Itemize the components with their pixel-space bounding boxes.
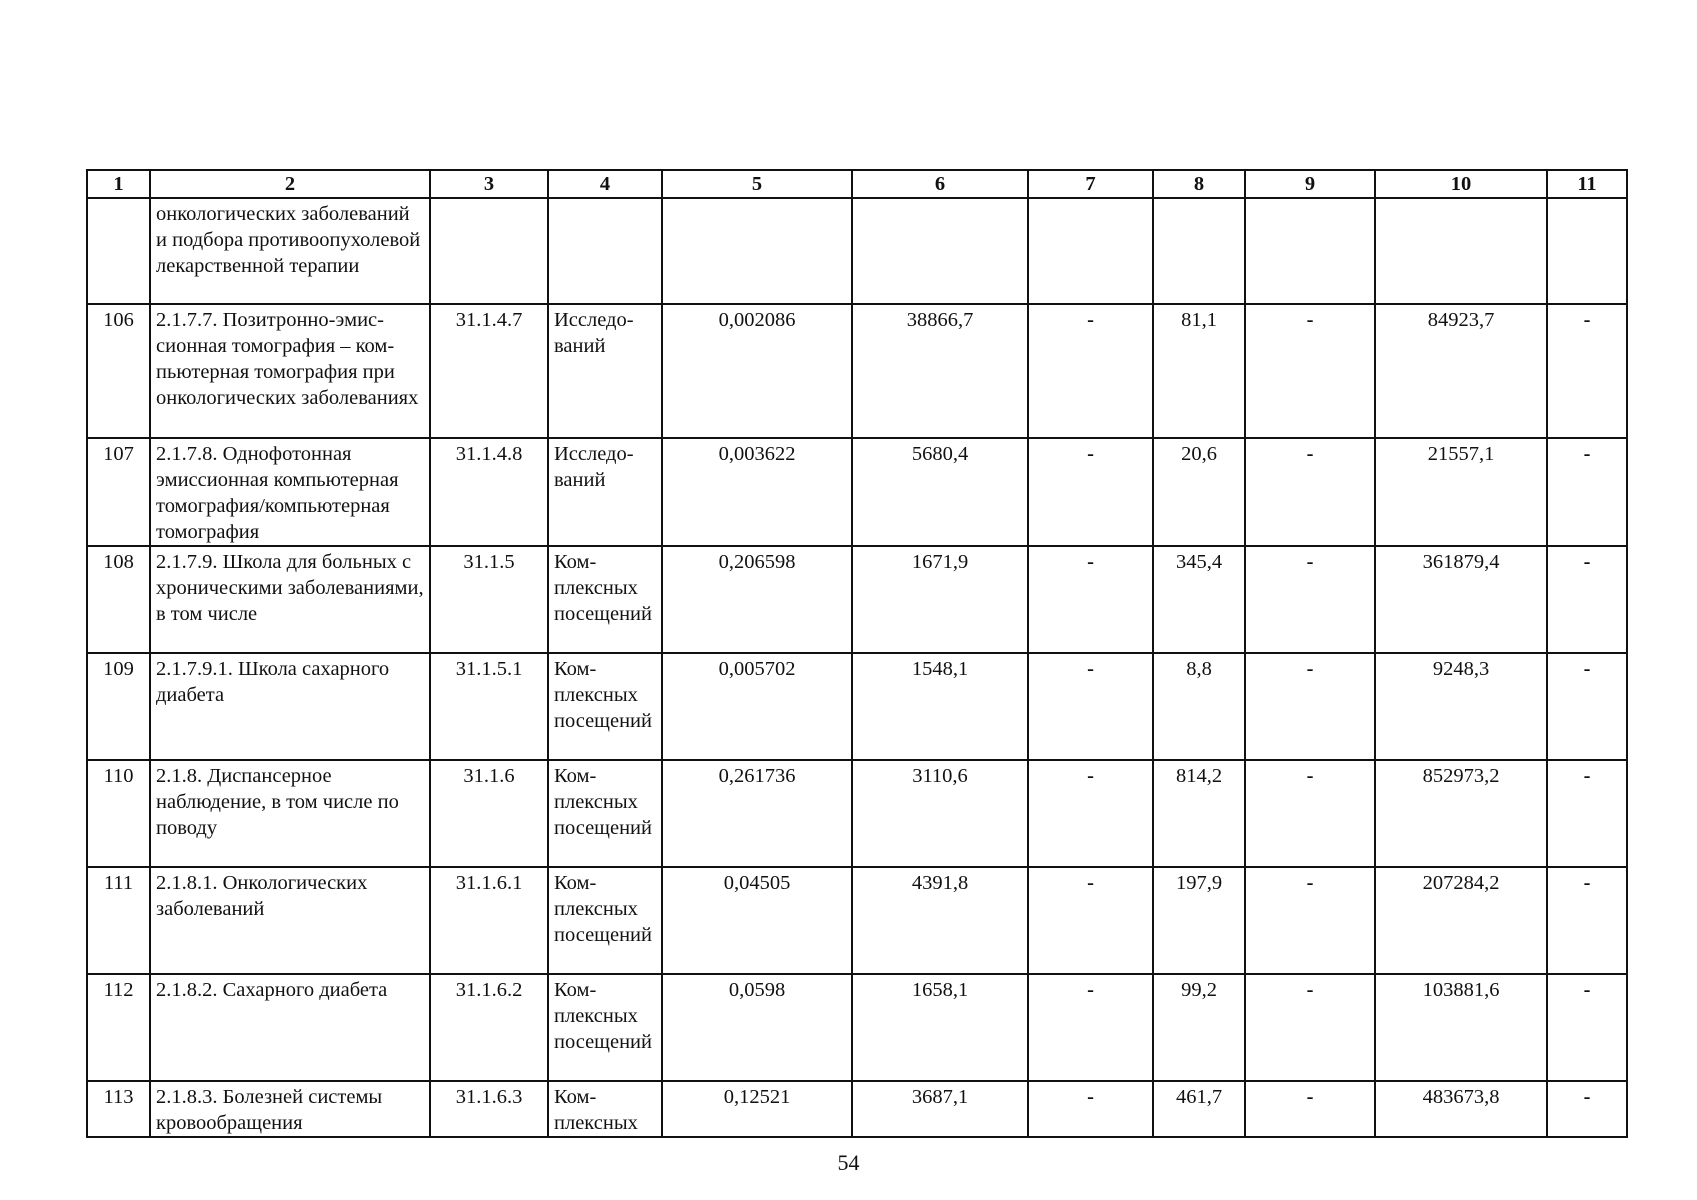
cell-c8: 461,7 — [1153, 1081, 1245, 1137]
cell-c7: - — [1028, 546, 1153, 653]
cell-num: 111 — [87, 867, 150, 974]
cell-c10: 361879,4 — [1375, 546, 1547, 653]
table-row — [87, 438, 1627, 546]
cell-code: 31.1.4.7 — [430, 304, 548, 438]
cell-empty — [852, 198, 1028, 304]
header-row — [87, 170, 1627, 198]
cell-c7: - — [1028, 304, 1153, 438]
cell-c9: - — [1245, 974, 1375, 1081]
cell-c5: 0,005702 — [662, 653, 852, 760]
cell-c6: 3110,6 — [852, 760, 1028, 867]
col-header: 7 — [1028, 170, 1153, 198]
cell-code: 31.1.6.2 — [430, 974, 548, 1081]
cell-c7: - — [1028, 760, 1153, 867]
cell-num — [87, 198, 150, 304]
table-row — [87, 546, 1627, 653]
cell-empty — [1547, 198, 1627, 304]
col-header: 4 — [548, 170, 662, 198]
cell-unit: Комплексных — [548, 1081, 662, 1137]
cell-code: 31.1.6.3 — [430, 1081, 548, 1137]
cell-c5: 0,261736 — [662, 760, 852, 867]
cell-unit: Комплексных посещений — [548, 546, 662, 653]
cell-c6: 1671,9 — [852, 546, 1028, 653]
col-header: 6 — [852, 170, 1028, 198]
cell-c9: - — [1245, 1081, 1375, 1137]
col-header: 5 — [662, 170, 852, 198]
cell-c8: 81,1 — [1153, 304, 1245, 438]
cell-c6: 3687,1 — [852, 1081, 1028, 1137]
cell-c11: - — [1547, 546, 1627, 653]
col-header: 9 — [1245, 170, 1375, 198]
cell-num: 112 — [87, 974, 150, 1081]
cell-name: 2.1.8.3. Болезней системы кровообращения — [150, 1081, 430, 1137]
cell-c10: 9248,3 — [1375, 653, 1547, 760]
table-row — [87, 653, 1627, 760]
cell-c9: - — [1245, 438, 1375, 546]
cell-c5: 0,002086 — [662, 304, 852, 438]
cell-c11: - — [1547, 760, 1627, 867]
cell-c8: 8,8 — [1153, 653, 1245, 760]
cell-num: 110 — [87, 760, 150, 867]
cell-name: 2.1.7.9.1. Школа сахарного диабета — [150, 653, 430, 760]
cell-empty — [1375, 198, 1547, 304]
cell-c9: - — [1245, 304, 1375, 438]
table-row — [87, 974, 1627, 1081]
col-header: 11 — [1547, 170, 1627, 198]
cell-code: 31.1.5.1 — [430, 653, 548, 760]
cell-c11: - — [1547, 653, 1627, 760]
table-row — [87, 760, 1627, 867]
cell-code: 31.1.4.8 — [430, 438, 548, 546]
page-number: 54 — [837, 1150, 860, 1175]
cell-c9: - — [1245, 546, 1375, 653]
data-table — [86, 169, 1628, 1138]
cell-c6: 5680,4 — [852, 438, 1028, 546]
cell-c10: 103881,6 — [1375, 974, 1547, 1081]
cell-unit: Комплексных посещений — [548, 974, 662, 1081]
cell-c10: 852973,2 — [1375, 760, 1547, 867]
cell-name: 2.1.7.9. Школа для больных с хроническими заболеваниями, в том числе — [150, 546, 430, 653]
cell-c7: - — [1028, 1081, 1153, 1137]
cell-c5: 0,04505 — [662, 867, 852, 974]
cell-c10: 207284,2 — [1375, 867, 1547, 974]
cell-empty — [1028, 198, 1153, 304]
cell-c11: - — [1547, 1081, 1627, 1137]
table-row — [87, 867, 1627, 974]
col-header: 10 — [1375, 170, 1547, 198]
col-header: 3 — [430, 170, 548, 198]
cell-code: 31.1.6.1 — [430, 867, 548, 974]
cell-empty — [548, 198, 662, 304]
cell-unit: Комплексных посещений — [548, 867, 662, 974]
cell-c6: 1548,1 — [852, 653, 1028, 760]
cell-c10: 21557,1 — [1375, 438, 1547, 546]
cell-c8: 814,2 — [1153, 760, 1245, 867]
cell-c11: - — [1547, 974, 1627, 1081]
cell-empty — [662, 198, 852, 304]
cell-num: 109 — [87, 653, 150, 760]
cell-c10: 84923,7 — [1375, 304, 1547, 438]
cell-c6: 38866,7 — [852, 304, 1028, 438]
cell-c11: - — [1547, 438, 1627, 546]
cell-c9: - — [1245, 760, 1375, 867]
cell-unit: Комплексных посещений — [548, 760, 662, 867]
cell-c8: 20,6 — [1153, 438, 1245, 546]
cell-code: 31.1.6 — [430, 760, 548, 867]
table-row — [87, 304, 1627, 438]
cell-unit: Исследований — [548, 438, 662, 546]
cell-c7: - — [1028, 974, 1153, 1081]
cell-num: 106 — [87, 304, 150, 438]
cell-empty — [1153, 198, 1245, 304]
cell-name: 2.1.7.8. Однофотонная эмиссионная компьютерная томография/компьютерная томография — [150, 438, 430, 546]
cell-name: 2.1.8. Диспансерное наблюдение, в том числе по поводу — [150, 760, 430, 867]
cell-c8: 99,2 — [1153, 974, 1245, 1081]
cell-c8: 197,9 — [1153, 867, 1245, 974]
col-header: 2 — [150, 170, 430, 198]
table-row — [87, 1081, 1627, 1137]
cell-name: онкологических заболеваний и подбора противоопухолевой лекарственной терапии — [150, 198, 430, 304]
cell-empty — [430, 198, 548, 304]
cell-num: 113 — [87, 1081, 150, 1137]
cell-empty — [1245, 198, 1375, 304]
cell-c7: - — [1028, 867, 1153, 974]
cell-num: 107 — [87, 438, 150, 546]
cell-c7: - — [1028, 438, 1153, 546]
cell-c5: 0,206598 — [662, 546, 852, 653]
cell-code: 31.1.5 — [430, 546, 548, 653]
cell-name: 2.1.7.7. Позитронно-эмиссионная томография – компьютерная томография при онкологических заболеваниях — [150, 304, 430, 438]
cell-c6: 1658,1 — [852, 974, 1028, 1081]
cell-c10: 483673,8 — [1375, 1081, 1547, 1137]
col-header: 1 — [87, 170, 150, 198]
cell-c11: - — [1547, 304, 1627, 438]
cell-c5: 0,003622 — [662, 438, 852, 546]
cell-c6: 4391,8 — [852, 867, 1028, 974]
cell-unit: Исследований — [548, 304, 662, 438]
cell-c8: 345,4 — [1153, 546, 1245, 653]
cell-c5: 0,0598 — [662, 974, 852, 1081]
cell-name: 2.1.8.1. Онкологических заболеваний — [150, 867, 430, 974]
table-row-continuation — [87, 198, 1627, 304]
cell-c9: - — [1245, 653, 1375, 760]
cell-c11: - — [1547, 867, 1627, 974]
cell-c9: - — [1245, 867, 1375, 974]
cell-unit: Комплексных посещений — [548, 653, 662, 760]
cell-c7: - — [1028, 653, 1153, 760]
cell-name: 2.1.8.2. Сахарного диабета — [150, 974, 430, 1081]
col-header: 8 — [1153, 170, 1245, 198]
cell-num: 108 — [87, 546, 150, 653]
cell-c5: 0,12521 — [662, 1081, 852, 1137]
